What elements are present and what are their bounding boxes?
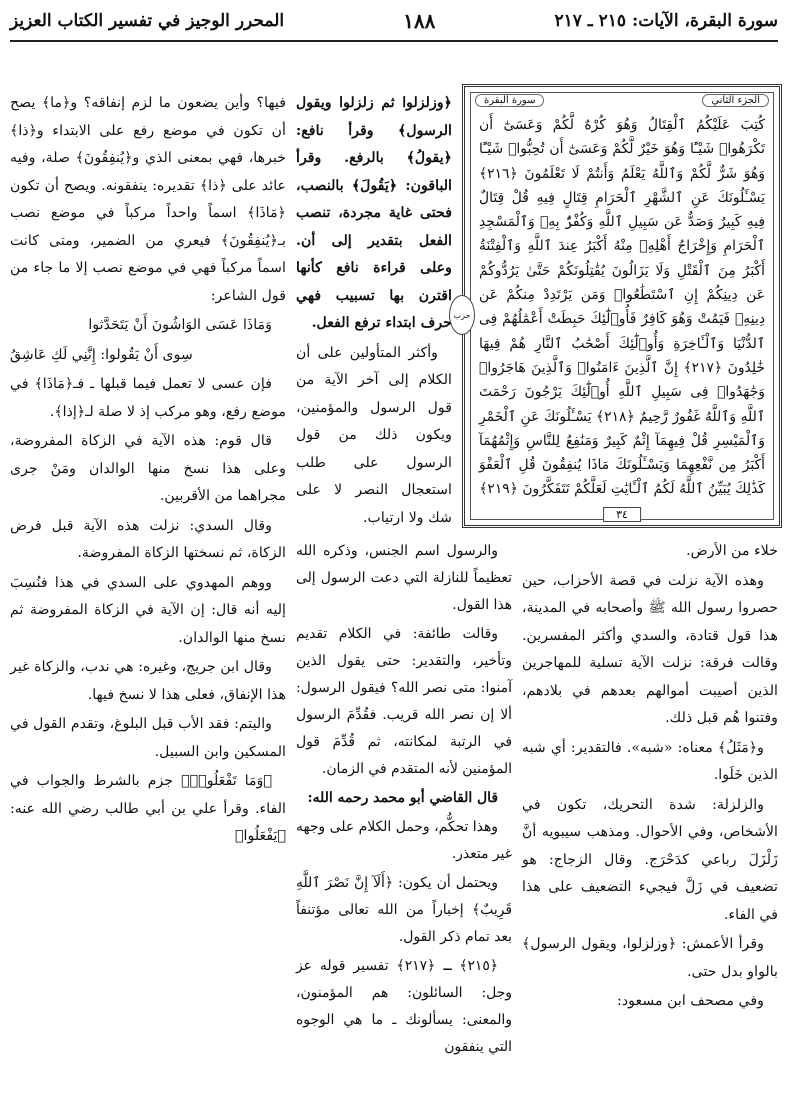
paragraph: وفي مصحف ابن مسعود: xyxy=(617,993,764,1009)
header-book-title: المحرر الوجيز في تفسير الكتاب العزيز xyxy=(10,11,285,31)
paragraph: قال قوم: هذه الآية في الزكاة المفروضة، وعلى هذا نسخ منها الوالدان ومَنْ جرى مجراهما من الأقربين. xyxy=(10,433,286,504)
paragraph: وهذه الآية نزلت في قصة الأحزاب، حين حصروا رسول الله ﷺ وأصحابه في المدينة، هذا قول قتادة، والسدي وأكثر المفسرين. وقالت فرقة: نزلت الآية تسلية للمهاجرين الذين أصيبت أموالهم بعدهم في بلادهم، وفتنوا هُم قبل ذلك. xyxy=(522,572,778,726)
paragraph: وقال السدي: نزلت هذه الآية قبل فرض الزكاة، ثم نسختها الزكاة المفروضة. xyxy=(10,517,286,561)
paragraph: و﴿مَثَلُ﴾ معناه: «شبه». فالتقدير: أي شبه الذين خَلَوا. xyxy=(522,739,778,783)
column-right xyxy=(522,538,778,1016)
paragraph: واليتم: فقد الأب قبل البلوغ، وتقدم القول في المسكين وابن السبيل. xyxy=(10,716,286,760)
paragraph: ووهم المهدوي على السدي في هذا فنُسِبَ إليه أنه قال: إن الآية في الزكاة المفروضة ثم نسخ منها الوالدان. xyxy=(10,574,286,646)
paragraph: ﴿٢١٥﴾ ـ ﴿٢١٧﴾ تفسير قوله عز وجل: السائلون: هم المؤمنون، والمعنى: يسألونك ـ ما هي الوجوه التي ينفقون xyxy=(296,958,512,1055)
paragraph: خلاء من الأرض. xyxy=(686,543,778,559)
hizb-medallion: حزب xyxy=(449,295,475,335)
juz-label: الجزء الثاني xyxy=(702,94,769,107)
paragraph: وهذا تحكُّم، وحمل الكلام على وجهه غير متعذر. xyxy=(296,819,512,862)
page-header xyxy=(10,6,778,36)
paragraph: وأكثر المتأولين على أن الكلام إلى آخر الآية من قول الرسول والمؤمنين، ويكون ذلك من قول الرسول على طلب استعجال النصر لا على شك ولا ارتياب. xyxy=(296,344,452,526)
page-number: ١٨٨ xyxy=(403,9,436,33)
paragraph: فيها؟ وأين يضعون ما لزم إنفاقه؟ و﴿ما﴾ يصح أن تكون في موضع رفع على الابتداء و﴿ذا﴾ خبرها، فهي بمعنى الذي و﴿يُنفِقُونَ﴾ صلة، وفيه عائد على ﴿ذا﴾ تقديره: ينفقونه. ويصح أن تكون ﴿مَاذَا﴾ اسماً واحداً مركباً في موضع نصب بـ﴿يُنفِقُونَ﴾ فيعري من الضمير، ومتى كانت اسماً مركباً فهي في موضع نصب إلا ما جاء من قول الشاعر: xyxy=(10,95,286,304)
author-note-heading: قال القاضي أبو محمد رحمه الله: xyxy=(307,790,498,806)
mushaf-page-number: ٣٤ xyxy=(603,507,641,522)
paragraph: وقرأ الأعمش: ﴿وزلزلوا، ويقول الرسول﴾ بالواو بدل حتى. xyxy=(522,936,778,980)
quran-verses-frame xyxy=(453,84,782,528)
column-middle-bottom xyxy=(296,538,512,1061)
header-rule xyxy=(10,40,778,42)
column-left xyxy=(10,90,286,851)
header-sura-title: سورة البقرة، الآيات: ٢١٥ ـ ٢١٧ xyxy=(554,11,778,31)
sura-label: سورة البقرة xyxy=(475,94,544,107)
column-middle-top xyxy=(296,90,452,532)
paragraph: وقالت طائفة: في الكلام تقديم وتأخير، والتقدير: حتى يقول الذين آمنوا: متى نصر الله؟ فيقول الرسول: ألا إن نصر الله قريب. فقُدِّمَ الرسول في الرتبة لمكانته، ثم قُدِّمَ قول المؤمنين لأنه المتقدم في الزمان. xyxy=(296,626,512,777)
paragraph: ﴿وزلزلوا ثم زلزلوا ويقول الرسول﴾ وقرأ نافع: ﴿يقولُ﴾ بالرفع. وقرأ الباقون: ﴿يَقُولَ﴾ بالنصب، فحتى غاية مجردة، تنصب الفعل بتقدير إلى أن. وعلى قراءة نافع كأنها اقترن بها تسبيب فهي حرف ابتداء ترفع الفعل. xyxy=(296,95,452,331)
frame-header xyxy=(475,89,769,111)
poem-verse: سِوى أَنْ يَقُولوا: إِنَّنِي لَكِ عَاشِقُ xyxy=(10,346,193,363)
quran-verses-text: كُتِبَ عَلَيْكُمُ ٱلْقِتَالُ وَهُوَ كُرْهٌ لَّكُمْ وَعَسَىٰٓ أَن تَكْرَهُوا۟ شَيْـًٔا وَهُوَ خَيْرٌ لَّكُمْ وَعَسَىٰٓ أَن تُحِبُّوا۟ شَيْـًٔا وَهُوَ شَرٌّ لَّكُمْ وَٱللَّهُ يَعْلَمُ وَأَنتُمْ لَا تَعْلَمُونَ ﴿٢١٦﴾ يَسْـَٔلُونَكَ عَنِ ٱلشَّهْرِ ٱلْحَرَامِ قِتَالٍ فِيهِ قُلْ قِتَالٌ فِيهِ كَبِيرٌ وَصَدٌّ عَن سَبِيلِ ٱللَّهِ وَكُفْرٌۢ بِهِۦ وَٱلْمَسْجِدِ ٱلْحَرَامِ وَإِخْرَاجُ أَهْلِهِۦ مِنْهُ أَكْبَرُ عِندَ ٱللَّهِ وَٱلْفِتْنَةُ أَكْبَرُ مِنَ ٱلْقَتْلِ وَلَا يَزَالُونَ يُقَٰتِلُونَكُمْ حَتَّىٰ يَرُدُّوكُمْ عَن دِينِكُمْ إِنِ ٱسْتَطَٰعُوا۟ وَمَن يَرْتَدِدْ مِنكُمْ عَن دِينِهِۦ فَيَمُتْ وَهُوَ كَافِرٌ فَأُو۟لَٰٓئِكَ حَبِطَتْ أَعْمَٰلُهُمْ فِى ٱلدُّنْيَا وَٱلْـَٔاخِرَةِ وَأُو۟لَٰٓئِكَ أَصْحَٰبُ ٱلنَّارِ هُمْ فِيهَا خَٰلِدُونَ ﴿٢١٧﴾ إِنَّ ٱلَّذِينَ ءَامَنُوا۟ وَٱلَّذِينَ هَاجَرُوا۟ وَجَٰهَدُوا۟ فِى سَبِيلِ ٱللَّهِ أُو۟لَٰٓئِكَ يَرْجُونَ رَحْمَتَ ٱللَّهِ وَٱللَّهُ غَفُورٌ رَّحِيمٌ ﴿٢١٨﴾ يَسْـَٔلُونَكَ عَنِ ٱلْخَمْرِ وَٱلْمَيْسِرِ قُلْ فِيهِمَآ إِثْمٌ كَبِيرٌ وَمَنَٰفِعُ لِلنَّاسِ وَإِثْمُهُمَآ أَكْبَرُ مِن نَّفْعِهِمَا وَيَسْـَٔلُونَكَ مَاذَا يُنفِقُونَ قُلِ ٱلْعَفْوَ كَذَٰلِكَ يُبَيِّنُ ٱللَّهُ لَكُمُ ٱلْـَٔايَٰتِ لَعَلَّكُمْ تَتَفَكَّرُونَ ﴿٢١٩﴾ xyxy=(479,117,765,498)
paragraph: فإن عسى لا تعمل فيما قبلها ـ فـ﴿مَاذَا﴾ في موضع رفع، وهو مركب إذ لا صلة لـ﴿إذا﴾. xyxy=(10,376,286,420)
paragraph: ﴿وَمَا تَفْعَلُوا۟﴾ جزم بالشرط والجواب في الفاء. وقرأ علي بن أبي طالب رضي الله عنه: ﴿يَفْعَلُوا﴾ xyxy=(10,773,286,844)
paragraph: وقال ابن جريج، وغيره: هي ندب، والزكاة غير هذا الإنفاق، فعلى هذا لا نسخ فيها. xyxy=(10,659,286,703)
paragraph: والرسول اسم الجنس، وذكره الله تعظيماً للنازلة التي دعت الرسول إلى هذا القول. xyxy=(296,543,512,613)
paragraph: ويحتمل أن يكون: ﴿أَلَآ إِنَّ نَصْرَ ٱللَّهِ قَرِيبٌ﴾ إخباراً من الله تعالى مؤتنفاً بعد تمام ذكر القول. xyxy=(296,875,512,945)
paragraph: والزلزلة: شدة التحريك، تكون في الأشخاص، وفي الأحوال. ومذهب سيبويه أنَّ زَلْزَلَ رباعي كدَحْرَج. وقال الزجاج: هو تضعيف في زَلَّ فيجيء التضعيف على هذا في الفاء. xyxy=(522,796,778,923)
poem-verse: وَمَاذَا عَسَى الوَاشُونَ أَنْ يَتَحَدَّثوا xyxy=(88,317,272,333)
